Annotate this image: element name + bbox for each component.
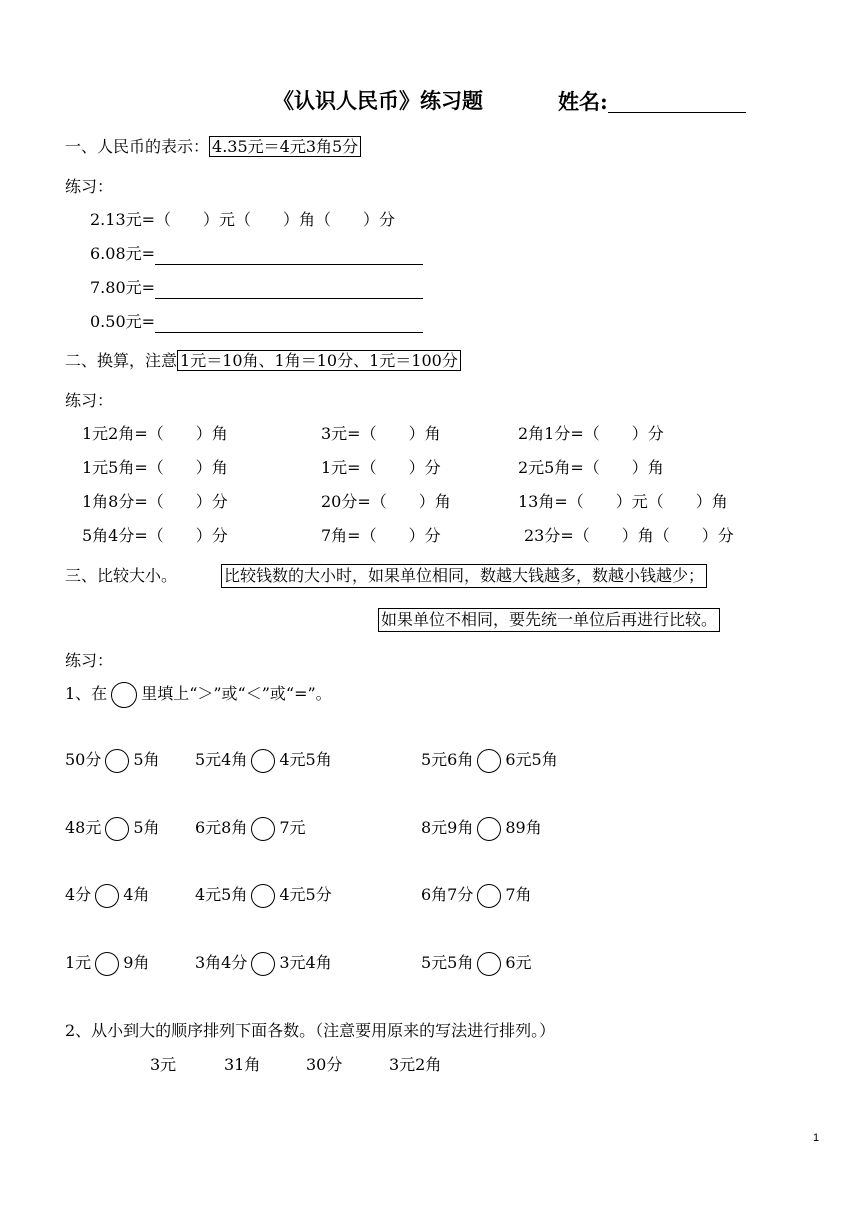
name-label: 姓名:: [558, 90, 746, 113]
section1-heading: 一、人民币的表示： 4.35元＝4元3角5分: [65, 136, 361, 158]
section1-example-box: 4.35元＝4元3角5分: [209, 136, 361, 157]
section2-rule-box: 1元＝10角、1角＝10分、1元＝100分: [177, 350, 461, 371]
page-title: 《认识人民币》练习题: [273, 88, 483, 113]
section1-q2: 6.08元=: [90, 243, 423, 265]
order-item: 31角: [224, 1055, 261, 1074]
answer-circle[interactable]: [477, 884, 501, 908]
order-item: 3元2角: [389, 1055, 442, 1074]
compare-item: 4分 4角: [65, 882, 149, 908]
page-number: 1: [813, 1132, 820, 1144]
answer-circle[interactable]: [95, 884, 119, 908]
section2-heading: 二、换算，注意 1元＝10角、1角＝10分、1元＝100分: [65, 350, 461, 372]
order-item: 30分: [306, 1055, 343, 1074]
answer-circle[interactable]: [251, 749, 275, 773]
answer-circle[interactable]: [477, 952, 501, 976]
circle-symbol-icon: [111, 682, 137, 708]
conversion-item: 5角4分=（ ）分: [82, 526, 228, 545]
compare-item: 5元5角 6元: [421, 950, 532, 976]
answer-circle[interactable]: [477, 817, 501, 841]
section3-practice-label: 练习：: [65, 651, 114, 670]
answer-circle[interactable]: [251, 952, 275, 976]
section3-tip2-box: 如果单位不相同，要先统一单位后再进行比较。: [378, 608, 720, 632]
conversion-item: 1元5角=（ ）角: [82, 458, 228, 477]
conversion-item: 20分=（ ）角: [321, 492, 451, 511]
conversion-item: 3元=（ ）角: [321, 424, 441, 443]
name-blank[interactable]: [608, 90, 746, 113]
compare-item: 50分 5角: [65, 747, 160, 773]
answer-circle[interactable]: [477, 749, 501, 773]
section1-q4: 0.50元=: [90, 311, 423, 333]
conversion-item: 2角1分=（ ）分: [518, 424, 664, 443]
compare-item: 48元 5角: [65, 815, 160, 841]
section1-practice-label: 练习：: [65, 177, 114, 196]
compare-item: 6角7分 7角: [421, 882, 532, 908]
answer-line[interactable]: [155, 313, 423, 333]
compare-item: 5元6角 6元5角: [421, 747, 558, 773]
conversion-item: 7角=（ ）分: [321, 526, 441, 545]
section1-q1: 2.13元=（ ）元（ ）角（ ）分: [90, 210, 396, 229]
conversion-item: 23分=（ ）角（ ）分: [524, 526, 734, 545]
compare-item: 3角4分 3元4角: [195, 950, 332, 976]
section1-q3: 7.80元=: [90, 277, 423, 299]
answer-circle[interactable]: [251, 884, 275, 908]
answer-circle[interactable]: [251, 817, 275, 841]
section3-q2: 2、从小到大的顺序排列下面各数。（注意要用原来的写法进行排列。）: [65, 1021, 556, 1040]
answer-line[interactable]: [155, 279, 423, 299]
conversion-item: 2元5角=（ ）角: [518, 458, 664, 477]
section3-q1: 1、在 里填上“＞”或“＜”或“=”。: [65, 681, 332, 708]
compare-item: 6元8角 7元: [195, 815, 306, 841]
conversion-item: 13角=（ ）元（ ）角: [518, 492, 728, 511]
compare-item: 5元4角 4元5角: [195, 747, 332, 773]
answer-circle[interactable]: [105, 749, 129, 773]
section3-heading: 三、比较大小。: [65, 566, 178, 585]
answer-circle[interactable]: [105, 817, 129, 841]
section2-practice-label: 练习：: [65, 391, 114, 410]
compare-item: 8元9角 89角: [421, 815, 542, 841]
order-item: 3元: [150, 1055, 177, 1074]
conversion-item: 1元=（ ）分: [321, 458, 441, 477]
compare-item: 1元 9角: [65, 950, 149, 976]
compare-item: 4元5角 4元5分: [195, 882, 332, 908]
conversion-item: 1角8分=（ ）分: [82, 492, 228, 511]
section3-tip1-box: 比较钱数的大小时，如果单位相同，数越大钱越多，数越小钱越少；: [221, 564, 707, 588]
answer-line[interactable]: [155, 245, 423, 265]
conversion-item: 1元2角=（ ）角: [82, 424, 228, 443]
answer-circle[interactable]: [95, 952, 119, 976]
